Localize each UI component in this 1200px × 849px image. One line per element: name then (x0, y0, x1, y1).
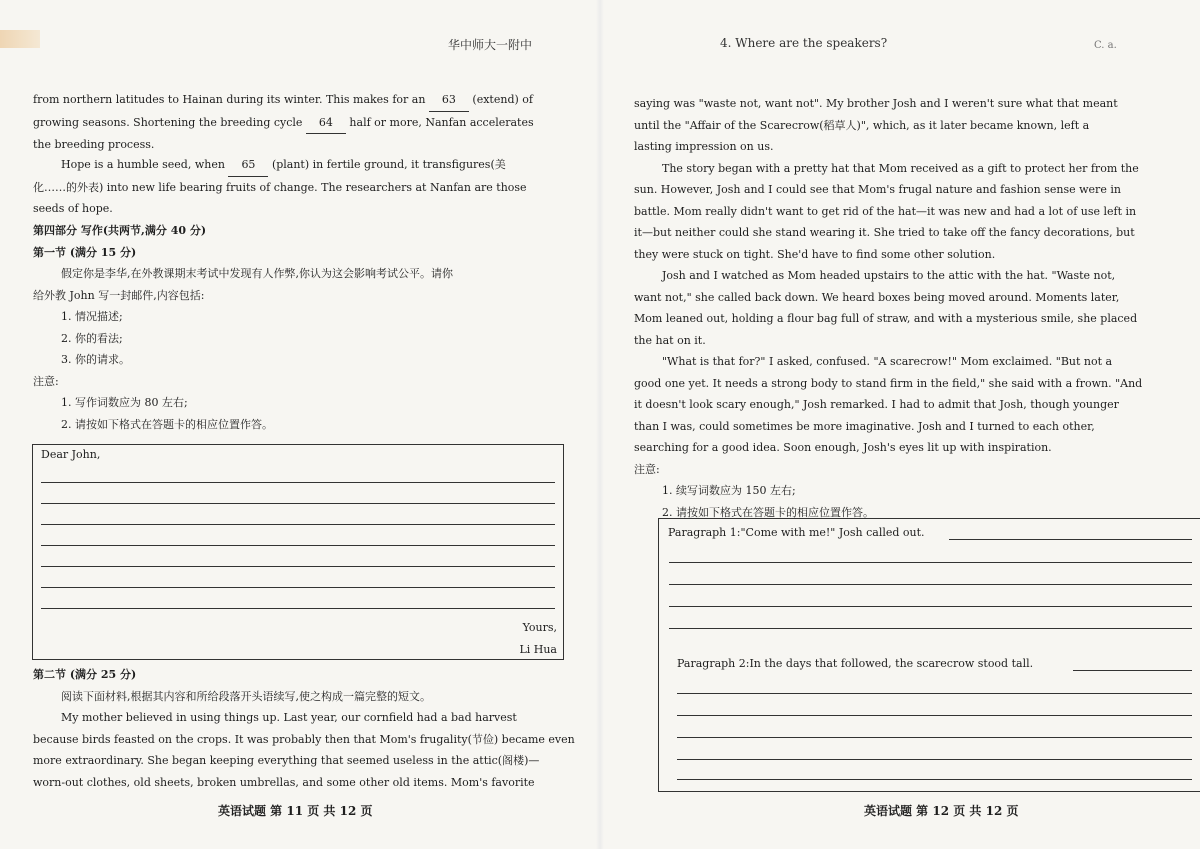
writing-line (41, 482, 555, 483)
task-point: 3. 你的请求。 (61, 353, 130, 366)
letter-closing: Yours, (522, 621, 557, 634)
writing-line (677, 693, 1192, 694)
story-line: Mom leaned out, holding a flour bag full of straw, and with a mysterious smile, she placed (634, 312, 1138, 325)
writing-line (41, 503, 555, 504)
story-line: they were stuck on tight. She'd have to find some other solution. (634, 247, 996, 261)
story-line: worn-out clothes, old sheets, broken umbrellas, and some other old items. Mom's favorite (33, 775, 535, 789)
writing-line (41, 566, 555, 567)
letter-signature: Li Hua (519, 643, 557, 656)
story-line: battle. Mom really didn't want to get rid of the hat—it was new and had a lot of use left in (634, 204, 1137, 218)
note-item: 1. 写作词数应为 80 左右; (61, 396, 188, 409)
blank-64[interactable]: 64 (306, 112, 346, 135)
notes-label: 注意: (634, 462, 660, 476)
story-line: than I was, could sometimes be more imaginative. Josh and I turned to each other, (634, 419, 1095, 433)
story-line: lasting impression on us. (634, 140, 774, 153)
writing-line (41, 608, 555, 609)
story-line: The story began with a pretty hat that Mom received as a gift to protect her from the (662, 161, 1139, 175)
story-line: My mother believed in using things up. Last year, our cornfield had a bad harvest (61, 711, 517, 724)
paragraph-2-prompt: Paragraph 2:In the days that followed, the scarecrow stood tall. (677, 657, 1034, 670)
story-line: good one yet. It needs a strong body to stand firm in the field," she said with a frown. "And (634, 376, 1143, 390)
story-line: searching for a good idea. Soon enough, Josh's eyes lit up with inspiration. (634, 441, 1052, 454)
right-footer: 英语试题 第 12 页 共 12 页 (864, 804, 1019, 818)
section-4-title: 第四部分 写作(共两节,满分 40 分) (33, 224, 207, 237)
story-continued (634, 93, 1142, 523)
story-line: Josh and I watched as Mom headed upstairs to the attic with the hat. "Waste not, (662, 269, 1116, 282)
letter-answer-box[interactable] (32, 444, 564, 660)
writing-task-1: 第四部分 写作(共两节,满分 40 分) 第一节 (满分 15 分) 假定你是李华,在外教课期末考试中发现有人作弊,你认为这会影响考试公平。请你 给外教 John 写一封邮件,内容包括: 1. 情况描述; 2. 你的看法; 3. 你的请求。 注意: 1. 写作词数应为 80 左右; 2. 请按如下格式在答题卡的相应位置作答。 (33, 220, 453, 435)
paragraph-1-prompt: Paragraph 1:"Come with me!" Josh called out. (668, 526, 925, 539)
writing-line (677, 759, 1192, 760)
passage-paragraph-2: Hope is a humble seed, when 65 (plant) in fertile ground, it transfigures(美 化……的外表) into new life bearing fruits of change. The researchers at Nanfan are those seeds of hope. (33, 154, 527, 220)
task-point: 1. 情况描述; (61, 310, 123, 323)
story-line: it—but neither could she stand wearing it. She tried to take off the fancy decorations, but (634, 226, 1135, 239)
writing-task-2: 第二节 (满分 25 分) 阅读下面材料,根据其内容和所给段落开头语续写,使之构成一篇完整的短文。 My mother believed in using things up. Last year, our cornfield had a bad harvest because birds feasted on the crops. It was probably then that Mom's frugality(节俭) became even more extraordinary. She began keeping everything that seemed useless in the attic(阁楼)— worn-out clothes, old sheets, broken umbrellas, and some other old items. Mom's favorite (33, 664, 575, 793)
story-line: because birds feasted on the crops. It was probably then that Mom's frugality(节俭) became even (33, 732, 575, 746)
writing-line (41, 587, 555, 588)
blank-65[interactable]: 65 (228, 154, 268, 177)
writing-line (677, 779, 1192, 780)
writing-line (669, 584, 1192, 585)
right-page (600, 0, 1200, 849)
continuation-answer-box[interactable] (658, 518, 1200, 792)
section-2-title: 第二节 (满分 25 分) (33, 668, 137, 681)
story-line: want not," she called back down. We heard boxes being moved around. Moments later, (634, 290, 1120, 304)
story-line: "What is that for?" I asked, confused. "A scarecrow!" Mom exclaimed. "But not a (662, 355, 1113, 368)
writing-line (1073, 670, 1192, 671)
left-header: 华中师大一附中 (448, 38, 533, 52)
writing-line (669, 606, 1192, 607)
note-item: 1. 续写词数应为 150 左右; (662, 484, 796, 497)
left-footer: 英语试题 第 11 页 共 12 页 (218, 804, 373, 818)
story-line: saying was "waste not, want not". My brother Josh and I weren't sure what that meant (634, 97, 1118, 110)
section-1-title: 第一节 (满分 15 分) (33, 245, 137, 259)
writing-line (669, 562, 1192, 563)
blank-63[interactable]: 63 (429, 89, 469, 112)
passage-paragraph-1: from northern latitudes to Hainan during its winter. This makes for an 63 (extend) of growing seasons. Shortening the breeding cycle 64 half or more, Nanfan accelerates the breeding process. (33, 89, 534, 156)
right-header: 4. Where are the speakers? (720, 36, 888, 50)
task-point: 2. 你的看法; (61, 331, 123, 345)
story-line: the hat on it. (634, 333, 706, 347)
letter-greeting: Dear John, (41, 448, 101, 461)
note-item: 2. 请按如下格式在答题卡的相应位置作答。 (61, 417, 273, 431)
story-line: it doesn't look scary enough," Josh remarked. I had to admit that Josh, though younger (634, 398, 1119, 411)
writing-line (41, 545, 555, 546)
writing-line (949, 539, 1192, 540)
writing-line (677, 737, 1192, 738)
writing-line (669, 628, 1192, 629)
right-header-fragment: C. a. (1094, 40, 1117, 51)
note-item: 2. 请按如下格式在答题卡的相应位置作答。 (662, 505, 874, 519)
writing-line (41, 524, 555, 525)
writing-line (677, 715, 1192, 716)
story-line: until the "Affair of the Scarecrow(稻草人)", which, as it later became known, left a (634, 118, 1090, 132)
story-line: more extraordinary. She began keeping everything that seemed useless in the attic(阁楼)— (33, 754, 540, 767)
notes-label: 注意: (33, 374, 59, 388)
story-line: sun. However, Josh and I could see that Mom's frugal nature and fashion sense were in (634, 183, 1121, 196)
